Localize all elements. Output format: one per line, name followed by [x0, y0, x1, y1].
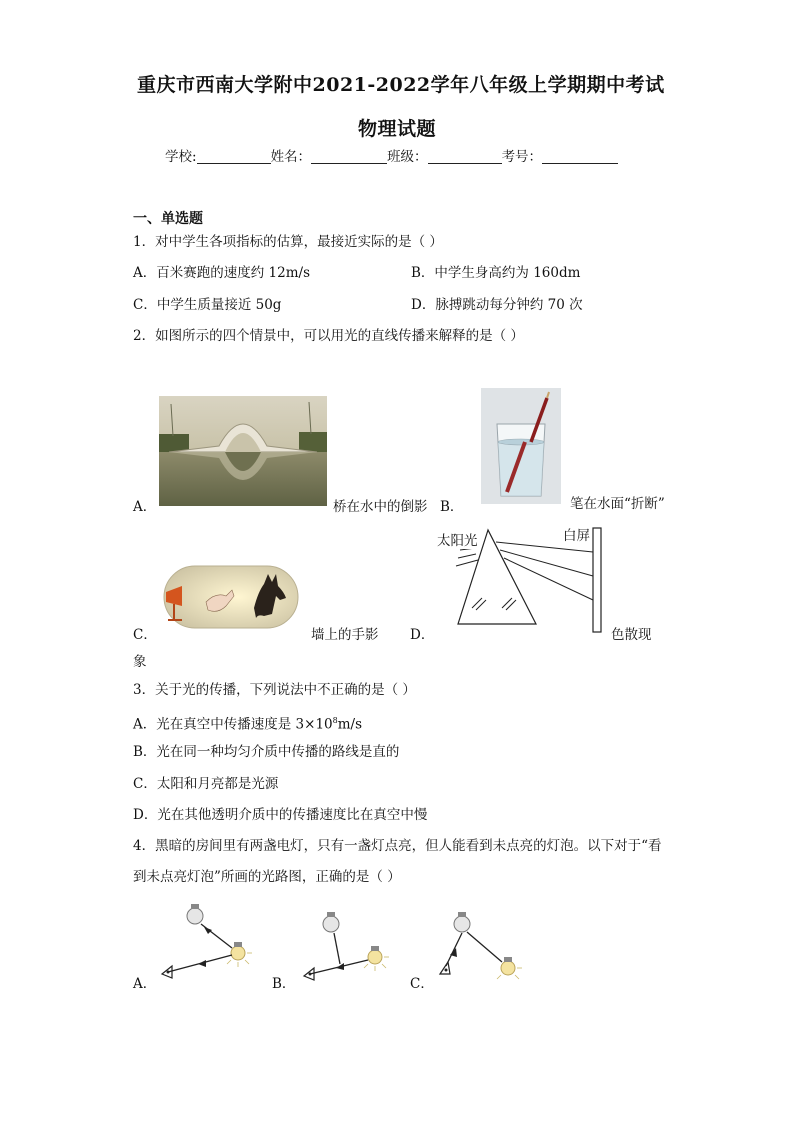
q2-option-d-letter: D．: [410, 627, 435, 643]
school-label: 学校:: [165, 149, 197, 165]
q2-option-c-letter: C．: [133, 627, 157, 643]
q3-stem: 3．关于光的传播，下列说法中不正确的是（ ）: [133, 682, 416, 698]
q1-option-d: D．脉搏跳动每分钟约 70 次: [411, 297, 583, 313]
white-screen-label: 白屏: [563, 528, 590, 544]
pencil-in-water-image: [481, 388, 561, 504]
q4-option-c-diagram: [430, 900, 540, 982]
q1-option-b: B．中学生身高约为 160dm: [411, 265, 581, 281]
student-info-fields: [165, 145, 618, 165]
q3-option-a-unit: m/s: [337, 716, 362, 733]
q3-option-a-text: A．光在真空中传播速度是 3×10: [133, 716, 333, 733]
q1-option-c: C．中学生质量接近 50g: [133, 297, 282, 313]
q2-stem: 2．如图所示的四个情景中，可以用光的直线传播来解释的是（ ）: [133, 328, 524, 344]
bridge-reflection-image: [159, 396, 327, 506]
number-label: 考号：: [501, 149, 543, 165]
q2-option-b-caption: 笔在水面“折断”: [570, 496, 665, 512]
q2-option-c-caption: 墙上的手影: [311, 627, 379, 643]
page-subtitle: 物理试题: [358, 118, 437, 140]
q2-option-b-letter: B．: [440, 499, 464, 515]
q4-option-a-diagram: [150, 900, 260, 982]
q2-option-d-caption-continued: 象: [133, 654, 147, 670]
q4-stem-line2: 到未点亮灯泡”所画的光路图，正确的是（ ）: [133, 869, 401, 885]
q4-stem-line1: 4．黑暗的房间里有两盏电灯，只有一盏灯点亮，但人能看到未点亮的灯泡。以下对于“看: [133, 838, 662, 854]
q1-option-a: A．百米赛跑的速度约 12m/s: [133, 265, 310, 281]
class-field[interactable]: [428, 149, 502, 164]
school-field[interactable]: [197, 149, 271, 164]
hand-shadow-image: [160, 562, 300, 632]
sun-light-label: 太阳光: [437, 529, 478, 549]
number-field[interactable]: [542, 149, 618, 164]
section-heading: 一、单选题: [133, 211, 203, 227]
q1-stem: 1．对中学生各项指标的估算，最接近实际的是（ ）: [133, 234, 443, 250]
q2-option-a-caption: 桥在水中的倒影: [333, 499, 428, 515]
q4-option-b-letter: B．: [272, 976, 296, 992]
q3-option-b: B．光在同一种均匀介质中传播的路线是直的: [133, 744, 400, 760]
q4-option-b-diagram: [290, 900, 400, 982]
class-label: 班级：: [387, 149, 428, 165]
q4-option-a-letter: A．: [133, 976, 157, 992]
q2-option-a-letter: A．: [133, 499, 157, 515]
name-field[interactable]: [311, 149, 387, 164]
q2-option-d-caption: 色散现: [611, 627, 652, 643]
q3-option-c: C．太阳和月亮都是光源: [133, 776, 279, 792]
page-title: 重庆市西南大学附中2021-2022学年八年级上学期期中考试: [137, 74, 665, 96]
q3-option-a-exponent: 8: [332, 716, 338, 725]
q4-option-c-letter: C．: [410, 976, 434, 992]
name-label: 姓名：: [270, 149, 312, 165]
q3-option-d: D．光在其他透明介质中的传播速度比在真空中慢: [133, 807, 428, 823]
q3-option-a: [133, 712, 362, 734]
